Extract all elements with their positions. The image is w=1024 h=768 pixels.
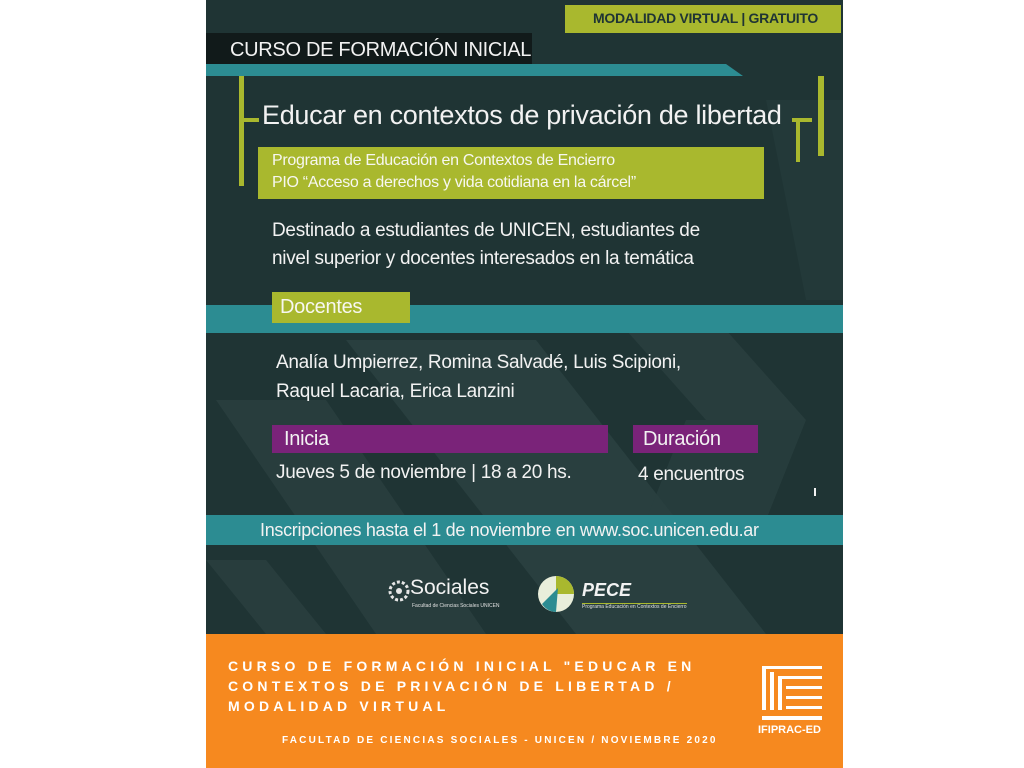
pece-logo-subtext: Programa Educación en Contextos de Encierro [582,604,687,610]
modality-badge [565,5,841,33]
bracket-left [239,76,244,186]
teachers-heading: Docentes [280,296,363,318]
program-line-1: Programa de Educación en Contextos de Encierro [272,152,615,169]
ifiprac-emblem-icon [758,662,828,724]
bracket-right-drop [796,122,800,162]
caption-footer [206,634,843,768]
pece-logo-text: PECE [582,580,632,600]
bracket-left-tick [239,118,259,122]
sociales-logo-subtext: Facultad de Ciencias Sociales UNICEN [412,603,500,609]
start-heading: Inicia [284,428,329,450]
modality-badge-text: MODALIDAD VIRTUAL | GRATUITO [593,10,818,26]
ifiprac-logo [758,662,828,742]
registration-text: Inscripciones hasta el 1 de noviembre en www.soc.unicen.edu.ar [260,520,759,540]
teachers-heading-box [272,292,410,323]
audience-line-1: Destinado a estudiantes de UNICEN, estudiantes de [272,220,700,241]
footer-subtitle: FACULTAD DE CIENCIAS SOCIALES - UNICEN / NOVIEMBRE 2020 [282,735,718,746]
start-value: Jueves 5 de noviembre | 18 a 20 hs. [276,462,572,483]
sociales-emblem-icon [388,578,410,604]
sociales-logo [388,576,518,616]
program-line-2: PIO “Acceso a derechos y vida cotidiana en la cárcel” [272,174,636,191]
footer-title: CURSO DE FORMACIÓN INICIAL "EDUCAR EN CONTEXTOS DE PRIVACIÓN DE LIBERTAD / MODALIDAD VIRTUAL [228,658,696,714]
course-poster [206,0,843,634]
decorative-mark [814,488,816,496]
program-box [258,147,764,199]
ifiprac-logo-text: IFIPRAC-ED [758,724,821,736]
start-heading-box [272,425,608,453]
duration-heading-box [633,425,758,453]
course-title: Educar en contextos de privación de libertad [262,100,782,130]
teal-accent-bar [206,60,843,80]
registration-band [206,515,843,545]
course-type-label: CURSO DE FORMACIÓN INICIAL [230,39,532,61]
bracket-right-tick [792,118,812,122]
sociales-logo-text: Sociales [410,576,490,599]
teachers-line-1: Analía Umpierrez, Romina Salvadé, Luis Scipioni, [276,352,681,373]
duration-value: 4 encuentros [638,464,745,485]
teachers-line-2: Raquel Lacaria, Erica Lanzini [276,381,515,402]
bracket-right [818,76,824,156]
pece-emblem-icon [536,574,576,614]
audience-line-2: nivel superior y docentes interesados en la temática [272,248,694,269]
pece-logo [536,574,706,616]
duration-heading: Duración [643,428,721,450]
